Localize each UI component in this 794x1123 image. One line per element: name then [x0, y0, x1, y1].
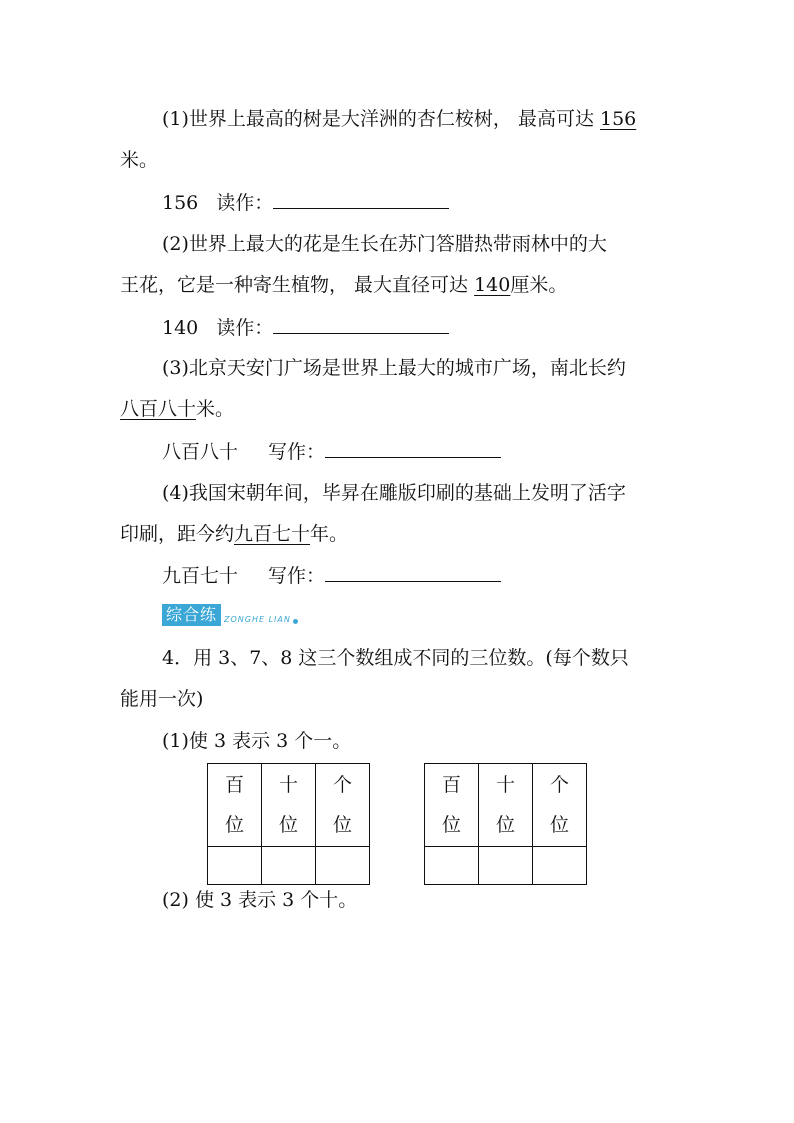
section-badge-subtitle: ZONGHE LIAN [224, 614, 291, 624]
answer-cell-ones[interactable] [316, 847, 370, 885]
answer-cell-hundreds[interactable] [425, 847, 479, 885]
header-tens: 十 位 [479, 764, 533, 847]
place-value-table-1 [207, 763, 370, 885]
item-3-text: (3)北京天安门广场是世界上最大的城市广场，南北长约 [162, 357, 626, 379]
item-1-number: 156 [600, 108, 637, 130]
answer-cell-tens[interactable] [479, 847, 533, 885]
place-value-table-2 [424, 763, 587, 885]
header-hundreds: 百 位 [208, 764, 262, 847]
item-2-read-number: 140 [162, 317, 199, 339]
item-2-unit: 厘米。 [510, 274, 568, 296]
section-badge [162, 604, 298, 626]
answer-cell-tens[interactable] [262, 847, 316, 885]
item-4-words: 九百七十 [234, 523, 311, 545]
item-4-sentence: 印刷，距今约 [120, 523, 235, 545]
item-3-answer-blank[interactable] [325, 439, 501, 458]
answer-cell-hundreds[interactable] [208, 847, 262, 885]
section-badge-dot-icon [293, 619, 298, 624]
question-4-sub-1: (1)使 3 表示 3 个一。 [162, 730, 352, 752]
item-4-text: (4)我国宋朝年间，毕昇在雕版印刷的基础上发明了活字 [162, 482, 626, 504]
item-4-text-cont [120, 522, 348, 546]
item-3-write-words: 八百八十 [162, 441, 239, 463]
item-1-read-number: 156 [162, 192, 199, 214]
item-2-answer-blank[interactable] [273, 315, 449, 334]
item-2-text: (2)世界上最大的花是生长在苏门答腊热带雨林中的大 [162, 233, 607, 255]
section-badge-title: 综合练 [162, 604, 221, 626]
item-1-read-row [162, 190, 449, 215]
item-4-answer-blank[interactable] [325, 563, 501, 582]
question-4-title-cont: 能用一次) [120, 688, 204, 710]
item-4-write-row [162, 563, 501, 588]
item-2-text-cont [120, 273, 567, 297]
item-3-text-cont [120, 397, 234, 421]
item-1-answer-blank[interactable] [273, 190, 449, 209]
header-hundreds: 百 位 [425, 764, 479, 847]
item-2-sentence: 王花，它是一种寄生植物， 最大直径可达 [120, 274, 475, 296]
item-3-words: 八百八十 [120, 398, 197, 420]
answer-cell-ones[interactable] [533, 847, 587, 885]
header-ones: 个 位 [316, 764, 370, 847]
item-3-write-label: 写作： [268, 441, 326, 463]
item-1-sentence: (1)世界上最高的树是大洋洲的杏仁桉树， 最高可达 [162, 108, 600, 130]
question-4-sub-2: (2) 使 3 表示 3 个十。 [162, 889, 358, 911]
item-1-text [162, 107, 636, 131]
item-4-unit: 年。 [310, 523, 349, 545]
header-tens: 十 位 [262, 764, 316, 847]
question-4-title: 4．用 3、7、8 这三个数组成不同的三位数。(每个数只 [162, 647, 629, 669]
item-2-read-row [162, 315, 449, 340]
item-1-read-label: 读作： [216, 192, 274, 214]
item-2-read-label: 读作： [216, 317, 274, 339]
header-ones: 个 位 [533, 764, 587, 847]
item-2-number: 140 [474, 274, 511, 296]
item-1-text-cont: 米。 [120, 149, 159, 171]
item-3-unit: 米。 [196, 398, 235, 420]
item-4-write-words: 九百七十 [162, 565, 239, 587]
item-3-write-row [162, 439, 501, 464]
item-4-write-label: 写作： [268, 565, 326, 587]
